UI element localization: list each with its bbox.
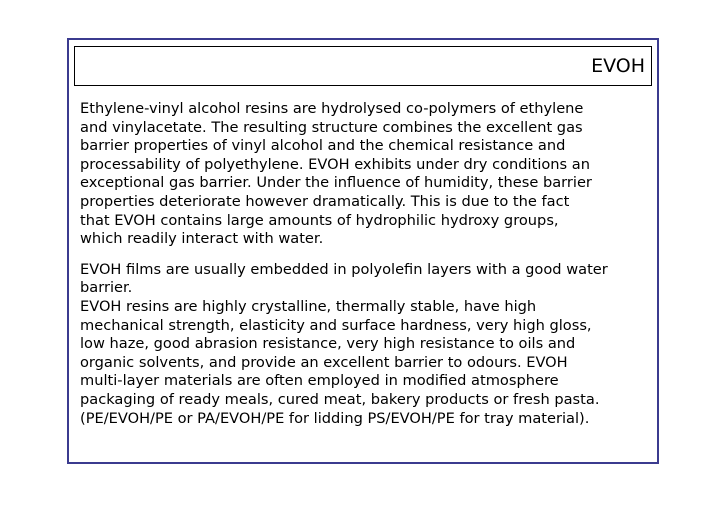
text-line: low haze, good abrasion resistance, very high resistance to oils and — [80, 335, 576, 353]
paragraph-spacer — [80, 249, 656, 261]
text-line: exceptional gas barrier. Under the influence of humidity, these barrier — [80, 174, 592, 192]
text-line: and vinylacetate. The resulting structure combines the excellent gas — [80, 118, 583, 136]
text-line: Ethylene-vinyl alcohol resins are hydrolysed co-polymers of ethylene — [80, 100, 584, 117]
text-line: packaging of ready meals, cured meat, bakery products or fresh pasta. — [80, 390, 600, 408]
slide-title: EVOH — [591, 55, 645, 77]
text-line: which readily interact with water. — [80, 230, 324, 248]
slide-frame — [67, 38, 659, 464]
paragraph-1 — [80, 100, 656, 249]
text-line: properties deteriorate however dramatically. This is due to the fact — [80, 192, 570, 210]
text-line: mechanical strength, elasticity and surface hardness, very high gloss, — [80, 316, 592, 334]
text-line: (PE/EVOH/PE or PA/EVOH/PE for lidding PS/EVOH/PE for tray material). — [80, 409, 590, 427]
text-line: EVOH films are usually embedded in polyolefin layers with a good water — [80, 260, 608, 278]
text-line: processability of polyethylene. EVOH exhibits under dry conditions an — [80, 155, 590, 173]
title-box — [74, 46, 652, 86]
paragraph-2 — [80, 261, 656, 428]
text-line: EVOH resins are highly crystalline, thermally stable, have high — [80, 297, 537, 315]
text-line: organic solvents, and provide an excellent barrier to odours. EVOH — [80, 353, 568, 371]
text-line: barrier properties of vinyl alcohol and the chemical resistance and — [80, 137, 566, 155]
slide-body — [80, 100, 656, 428]
text-line: multi-layer materials are often employed in modified atmosphere — [80, 372, 559, 390]
text-line: that EVOH contains large amounts of hydrophilic hydroxy groups, — [80, 211, 559, 229]
text-line: barrier. — [80, 279, 133, 297]
